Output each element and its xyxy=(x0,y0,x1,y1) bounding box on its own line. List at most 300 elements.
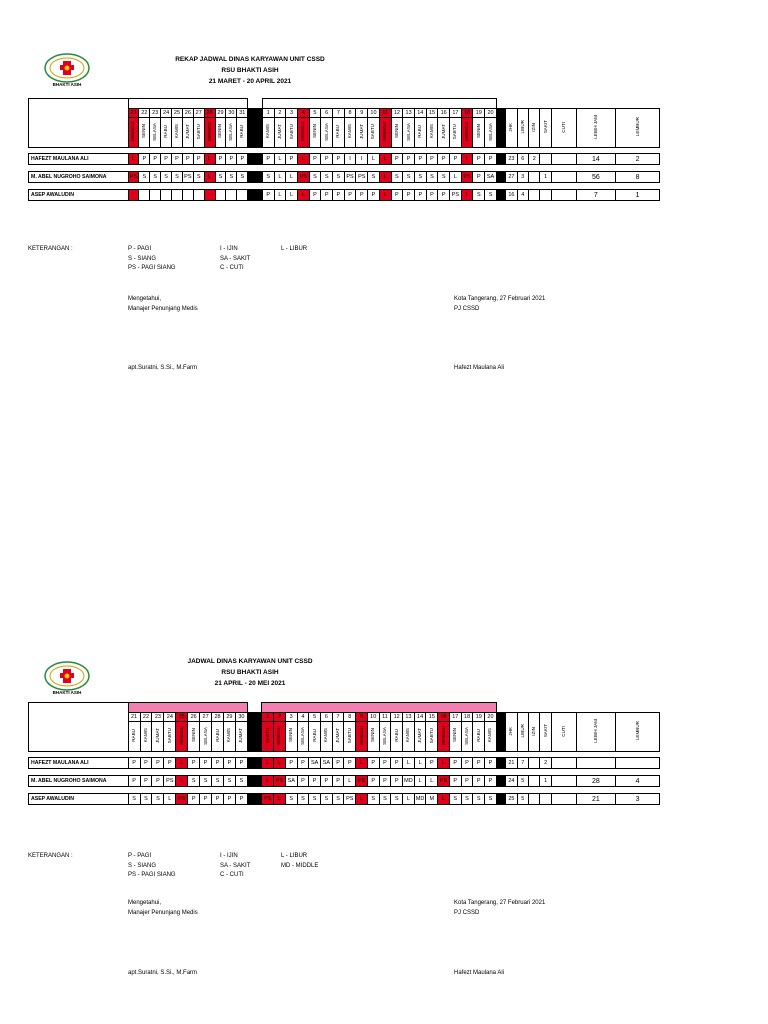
summary-izin xyxy=(528,794,539,805)
shift-cell: P xyxy=(188,794,200,805)
day-cell xyxy=(426,722,438,752)
summary-lebih-jam: 14 xyxy=(576,154,615,165)
summary-header-label: CUTI xyxy=(560,725,566,737)
table-row xyxy=(29,190,660,201)
summary-izin xyxy=(529,172,540,183)
day-label: JUMAT xyxy=(276,124,282,139)
separator-cell xyxy=(247,794,262,805)
shift-cell: S xyxy=(226,172,237,183)
date-cell: 13 xyxy=(403,713,415,722)
shift-cell: S xyxy=(309,794,321,805)
shift-cell: L xyxy=(414,776,426,787)
legend-item: L - LIBUR xyxy=(281,246,308,252)
shift-cell: S xyxy=(414,172,426,183)
day-cell xyxy=(297,118,309,148)
summary-lembur: 4 xyxy=(616,776,660,787)
summary-sakit xyxy=(540,794,551,805)
table-row xyxy=(29,776,660,787)
shift-cell xyxy=(172,190,183,201)
day-cell xyxy=(485,722,497,752)
sig-right-line-1: Kota Tangerang, 27 Februari 2021 xyxy=(454,296,546,302)
signature-left xyxy=(128,294,198,314)
day-cell xyxy=(235,722,247,752)
summary-libur: 7 xyxy=(517,758,528,769)
date-cell: 6 xyxy=(321,109,333,118)
shift-cell: L xyxy=(274,794,286,805)
day-cell xyxy=(140,722,152,752)
date-cell: 9 xyxy=(356,109,368,118)
day-label: SENIN xyxy=(393,124,399,139)
shift-cell: S xyxy=(212,776,224,787)
summary-sakit: 1 xyxy=(540,172,551,183)
legend-item: P - PAGI xyxy=(128,246,152,252)
day-cell xyxy=(332,722,344,752)
separator-cell xyxy=(248,118,263,148)
separator-cell xyxy=(496,109,505,148)
day-cell xyxy=(368,118,380,148)
summary-header xyxy=(506,713,517,752)
day-label: KAMIS xyxy=(487,728,493,743)
date-cell: 29 xyxy=(215,109,226,118)
shift-cell: P xyxy=(461,776,473,787)
summary-cuti xyxy=(551,154,576,165)
shift-cell: P xyxy=(473,776,485,787)
shift-cell: L xyxy=(274,154,286,165)
summary-header-label: IZIN xyxy=(531,726,537,736)
summary-header-label: LEBIH JAM xyxy=(592,115,598,139)
shift-cell: P xyxy=(403,154,415,165)
shift-cell: SA xyxy=(285,776,297,787)
date-cell: 26 xyxy=(188,713,200,722)
summary-lembur: 8 xyxy=(616,172,660,183)
spacer-row xyxy=(29,787,660,794)
shift-cell: L xyxy=(128,154,139,165)
shift-cell: S xyxy=(285,794,297,805)
shift-cell: P xyxy=(333,154,345,165)
shift-cell: S xyxy=(379,794,391,805)
summary-libur: 3 xyxy=(517,172,528,183)
day-cell xyxy=(391,722,403,752)
shift-cell: P xyxy=(309,776,321,787)
shift-cell: L xyxy=(461,154,473,165)
summary-jhk: 27 xyxy=(506,172,517,183)
shift-cell: S xyxy=(485,794,497,805)
summary-lebih-jam xyxy=(576,758,615,769)
summary-izin xyxy=(528,758,539,769)
date-cell: 7 xyxy=(333,109,345,118)
day-label: RABU xyxy=(311,729,317,742)
shift-cell: L xyxy=(274,172,286,183)
shift-cell: S xyxy=(128,794,140,805)
day-label: RABU xyxy=(163,125,169,138)
shift-cell: L xyxy=(297,154,309,165)
hospital-logo xyxy=(38,52,96,92)
shift-cell: P xyxy=(414,190,426,201)
separator-cell xyxy=(496,794,505,805)
shift-cell: L xyxy=(356,794,368,805)
day-cell xyxy=(403,722,415,752)
shift-cell: L xyxy=(414,758,426,769)
day-label: SENIN xyxy=(370,728,376,743)
shift-cell: S xyxy=(332,794,344,805)
shift-cell: P xyxy=(356,190,368,201)
shift-cell: PS xyxy=(438,776,450,787)
summary-header xyxy=(506,109,517,148)
summary-jhk: 23 xyxy=(506,154,517,165)
summary-header xyxy=(551,109,576,148)
shift-cell: M xyxy=(426,794,438,805)
shift-cell: P xyxy=(152,758,164,769)
date-cell: 5 xyxy=(309,713,321,722)
shift-cell: P xyxy=(212,794,224,805)
shift-cell: PS xyxy=(356,172,368,183)
shift-cell: L xyxy=(403,758,415,769)
day-label: SABTU xyxy=(195,123,201,140)
shift-cell: S xyxy=(391,794,403,805)
day-label: RABU xyxy=(239,125,245,138)
shift-cell: P xyxy=(391,758,403,769)
day-label: MINGGU xyxy=(178,726,184,745)
summary-libur: 4 xyxy=(517,190,528,201)
shift-cell: P xyxy=(449,758,461,769)
shift-cell: S xyxy=(367,794,379,805)
day-label: MINGGU xyxy=(382,122,388,141)
summary-libur: 5 xyxy=(517,794,528,805)
day-label: SABTU xyxy=(346,727,352,744)
day-cell xyxy=(450,118,462,148)
day-label: SABTU xyxy=(370,123,376,140)
date-cell: 27 xyxy=(200,713,212,722)
shift-cell: L xyxy=(379,190,391,201)
shift-cell: L xyxy=(438,794,450,805)
sig-right-name: Hafezt Maulana Ali xyxy=(454,970,505,976)
summary-cuti xyxy=(551,794,576,805)
shift-cell: S xyxy=(223,776,235,787)
day-cell xyxy=(449,722,461,752)
summary-header-label: LIBUR xyxy=(519,120,525,134)
shift-cell: P xyxy=(139,154,150,165)
day-cell xyxy=(128,118,139,148)
shift-cell: S xyxy=(297,794,309,805)
date-cell: 3 xyxy=(285,713,297,722)
summary-izin xyxy=(528,776,539,787)
day-label: KAMIS xyxy=(323,728,329,743)
shift-cell xyxy=(182,190,193,201)
day-cell xyxy=(356,722,368,752)
separator-cell xyxy=(496,776,505,787)
summary-header xyxy=(528,713,539,752)
shift-cell: L xyxy=(286,190,298,201)
spacer-row xyxy=(29,183,660,190)
sig-left-line-1: Mengetahui, xyxy=(128,296,162,302)
gap-cell xyxy=(247,703,262,713)
shift-cell: S xyxy=(473,190,485,201)
day-label: JUMAT xyxy=(184,124,190,139)
day-label: SELASA xyxy=(228,122,234,141)
day-label: SELASA xyxy=(487,122,493,141)
shift-cell: S xyxy=(368,172,380,183)
date-cell: 24 xyxy=(161,109,172,118)
day-cell xyxy=(309,118,321,148)
shift-cell: P xyxy=(262,190,274,201)
separator-cell xyxy=(248,109,263,118)
shift-cell: P xyxy=(321,154,333,165)
day-label: SELASA xyxy=(323,122,329,141)
hospital-emblem-icon xyxy=(42,52,92,84)
day-cell xyxy=(438,722,450,752)
spacer-row xyxy=(29,165,660,172)
legend-item: S - SIANG xyxy=(128,255,157,262)
shift-cell: P xyxy=(188,758,200,769)
summary-header-label: CUTI xyxy=(560,121,566,133)
shift-cell: P xyxy=(461,758,473,769)
shift-cell: P xyxy=(182,154,193,165)
shift-cell xyxy=(215,190,226,201)
day-cell xyxy=(403,118,415,148)
shift-cell: PS xyxy=(344,794,356,805)
day-cell xyxy=(152,722,164,752)
shift-cell: S xyxy=(139,172,150,183)
title-line-3: 21 MARET - 20 APRIL 2021 xyxy=(208,78,292,85)
date-cell: 28 xyxy=(204,109,215,118)
shift-cell: L xyxy=(426,776,438,787)
day-label: MINGGU xyxy=(358,726,364,745)
shift-cell: SA xyxy=(321,758,333,769)
day-label: SABTU xyxy=(166,727,172,744)
day-label: RABU xyxy=(393,729,399,742)
employee-name: ASEP AWALUDIN xyxy=(29,794,129,805)
shift-cell: L xyxy=(286,172,298,183)
day-label: RABU xyxy=(214,729,220,742)
separator-cell xyxy=(496,713,505,752)
shift-cell: L xyxy=(368,154,380,165)
shift-cell: PS xyxy=(182,172,193,183)
table-row xyxy=(29,794,660,805)
summary-header-label: JHK xyxy=(508,726,514,736)
date-cell: 7 xyxy=(332,713,344,722)
shift-cell: S xyxy=(391,172,403,183)
day-cell xyxy=(414,118,426,148)
signature-left xyxy=(128,898,198,918)
title-line-3: 21 APRIL - 20 MEI 2021 xyxy=(214,680,286,687)
summary-header-label: IZIN xyxy=(531,122,537,132)
shift-cell: L xyxy=(403,794,415,805)
shift-cell: MD xyxy=(414,794,426,805)
date-cell: 23 xyxy=(150,109,161,118)
day-cell xyxy=(212,722,224,752)
shift-cell: P xyxy=(414,154,426,165)
shift-cell: P xyxy=(286,154,298,165)
summary-libur: 5 xyxy=(517,776,528,787)
legend-item: C - CUTI xyxy=(220,265,244,271)
shift-cell: P xyxy=(223,758,235,769)
shift-cell xyxy=(193,190,204,201)
date-cell: 8 xyxy=(344,109,356,118)
shift-cell: S xyxy=(333,172,345,183)
logo-caption: BHAKTI ASIH xyxy=(52,690,82,695)
shift-cell: P xyxy=(321,190,333,201)
day-label: KAMIS xyxy=(347,124,353,139)
day-cell xyxy=(473,118,485,148)
summary-jhk: 16 xyxy=(506,190,517,201)
day-cell xyxy=(172,118,183,148)
summary-jhk: 25 xyxy=(506,794,517,805)
date-cell: 1 xyxy=(262,109,274,118)
day-cell xyxy=(414,722,426,752)
separator-cell xyxy=(496,758,505,769)
shift-cell: L xyxy=(461,190,473,201)
day-label: RABU xyxy=(335,125,341,138)
shift-cell: P xyxy=(215,154,226,165)
shift-cell: P xyxy=(391,154,403,165)
date-cell: 21 xyxy=(128,713,140,722)
day-label: SENIN xyxy=(475,124,481,139)
shift-cell: P xyxy=(297,776,309,787)
summary-cuti xyxy=(551,758,576,769)
shift-cell: P xyxy=(164,758,176,769)
date-cell: 11 xyxy=(379,713,391,722)
shift-cell: P xyxy=(367,776,379,787)
day-label: MINGGU xyxy=(276,726,282,745)
title-line-2: RSU BHAKTI ASIH xyxy=(221,669,279,676)
separator-cell xyxy=(496,154,505,165)
date-cell: 13 xyxy=(403,109,415,118)
day-label: KAMIS xyxy=(428,124,434,139)
date-cell: 6 xyxy=(321,713,333,722)
shift-cell: P xyxy=(403,190,415,201)
date-cell: 27 xyxy=(193,109,204,118)
separator-cell xyxy=(496,190,505,201)
shift-cell: P xyxy=(152,776,164,787)
shift-cell: P xyxy=(473,172,485,183)
summary-jhk: 24 xyxy=(506,776,517,787)
shift-cell: L xyxy=(344,776,356,787)
shift-cell: P xyxy=(321,776,333,787)
date-cell: 15 xyxy=(426,713,438,722)
shift-cell: P xyxy=(128,776,140,787)
legend-item: PS - PAGI SIANG xyxy=(128,265,176,271)
date-cell: 4 xyxy=(297,109,309,118)
separator-cell xyxy=(247,758,262,769)
shift-cell: P xyxy=(235,794,247,805)
shift-cell: I xyxy=(344,154,356,165)
signature-right xyxy=(454,898,545,918)
shift-cell: P xyxy=(309,154,321,165)
day-label: SENIN xyxy=(217,124,223,139)
shift-cell: P xyxy=(485,776,497,787)
month-header-1 xyxy=(128,99,248,109)
day-cell xyxy=(321,118,333,148)
shift-cell: P xyxy=(332,776,344,787)
day-cell xyxy=(379,118,391,148)
date-cell: 4 xyxy=(297,713,309,722)
legend-item: I - IJIN xyxy=(220,853,238,859)
day-label: RABU xyxy=(131,729,137,742)
summary-header-label: LEBIH JAM xyxy=(592,719,598,743)
summary-izin: 2 xyxy=(529,154,540,165)
summary-header xyxy=(529,109,540,148)
summary-header xyxy=(551,713,576,752)
day-cell xyxy=(485,118,497,148)
shift-cell xyxy=(128,190,139,201)
gap-cell xyxy=(248,99,263,109)
day-cell xyxy=(426,118,438,148)
date-cell: 22 xyxy=(140,713,152,722)
hospital-emblem-icon xyxy=(42,660,92,692)
day-cell xyxy=(262,722,274,752)
day-label: JUMAT xyxy=(358,124,364,139)
date-cell: 19 xyxy=(473,109,485,118)
date-cell: 18 xyxy=(461,713,473,722)
day-cell xyxy=(176,722,188,752)
day-label: SENIN xyxy=(141,124,147,139)
summary-sakit xyxy=(540,154,551,165)
date-cell: 11 xyxy=(379,109,391,118)
sig-right-line-2: PJ CSSD xyxy=(454,306,480,312)
page-title xyxy=(150,656,350,689)
day-label: JUMAT xyxy=(238,728,244,743)
day-label: SENIN xyxy=(311,124,317,139)
shift-cell: SA xyxy=(485,172,497,183)
legend-col-3 xyxy=(281,245,307,255)
shift-cell: L xyxy=(274,190,286,201)
shift-cell: P xyxy=(200,758,212,769)
shift-cell: L xyxy=(204,154,215,165)
day-label: KAMIS xyxy=(265,124,271,139)
day-label: JUMAT xyxy=(335,728,341,743)
summary-lebih-jam: 21 xyxy=(576,794,615,805)
date-cell: 30 xyxy=(226,109,237,118)
shift-cell: S xyxy=(449,794,461,805)
date-cell: 19 xyxy=(473,713,485,722)
table-row xyxy=(29,172,660,183)
shift-cell: I xyxy=(356,154,368,165)
shift-cell: P xyxy=(332,758,344,769)
shift-cell: S xyxy=(193,172,204,183)
shift-cell: L xyxy=(176,758,188,769)
shift-cell xyxy=(139,190,150,201)
spacer-row xyxy=(29,769,660,776)
shift-cell: L xyxy=(262,758,274,769)
shift-cell: P xyxy=(297,758,309,769)
summary-cuti xyxy=(551,190,576,201)
summary-header xyxy=(576,713,615,752)
date-cell: 18 xyxy=(461,109,473,118)
day-cell xyxy=(193,118,204,148)
day-label: MINGGU xyxy=(464,122,470,141)
shift-cell: P xyxy=(438,154,450,165)
legend-col-2 xyxy=(220,852,250,881)
shift-cell: P xyxy=(344,190,356,201)
shift-cell: S xyxy=(321,172,333,183)
separator-cell xyxy=(248,190,263,201)
day-label: SELASA xyxy=(152,122,158,141)
shift-cell xyxy=(150,190,161,201)
day-label: SELASA xyxy=(381,726,387,745)
shift-cell: S xyxy=(426,172,438,183)
day-label: MINGGU xyxy=(130,122,136,141)
date-cell: 26 xyxy=(182,109,193,118)
table-row xyxy=(29,758,660,769)
shift-cell: P xyxy=(223,794,235,805)
shift-cell: S xyxy=(188,776,200,787)
date-cell: 31 xyxy=(237,109,248,118)
shift-cell: L xyxy=(176,776,188,787)
day-label: SELASA xyxy=(202,726,208,745)
date-cell: 9 xyxy=(356,713,368,722)
day-cell xyxy=(226,118,237,148)
summary-header xyxy=(616,109,660,148)
